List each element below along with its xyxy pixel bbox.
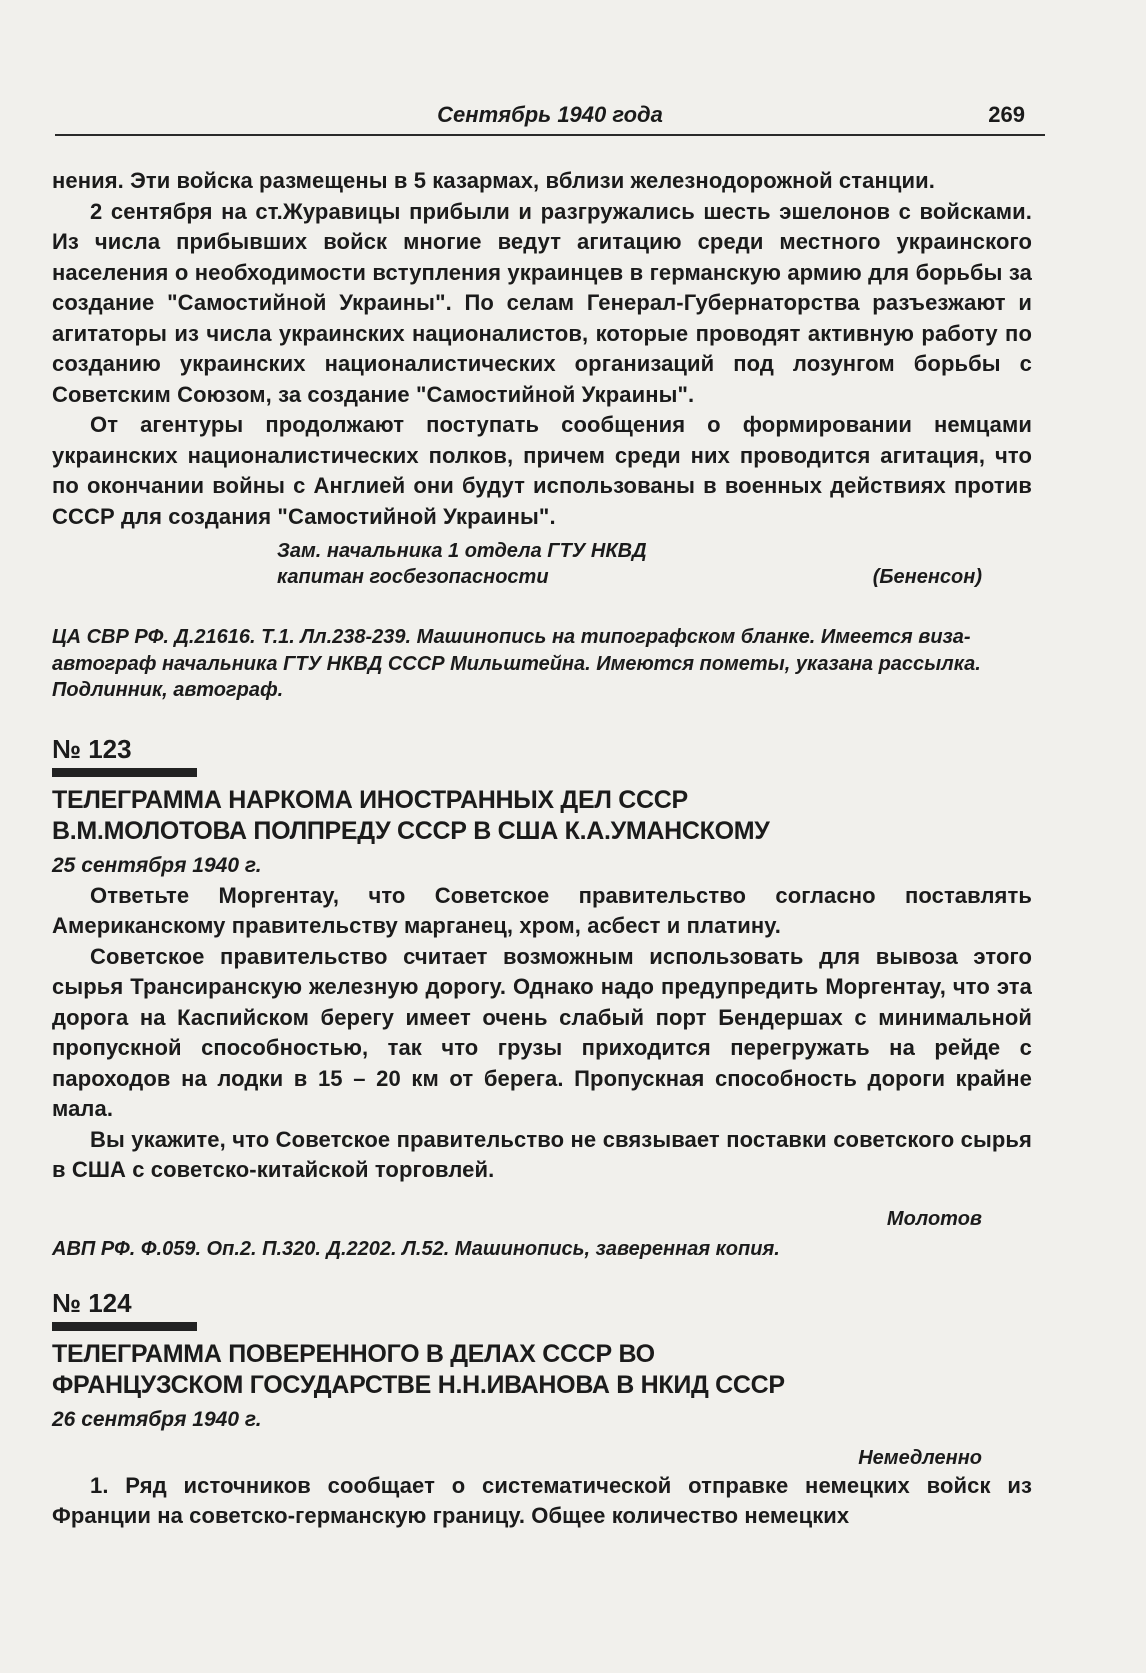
- page-header: [55, 98, 1045, 136]
- paragraph: Вы укажите, что Советское правительство не связывает поставки советского сырья в США с советско-китайской торговлей.: [52, 1126, 1032, 1182]
- paragraph: Советское правительство считает возможным использовать для вывоза этого сырья Трансиранскую железную дорогу. Однако надо предупредить Моргентау, что эта дорога на Каспийском берегу имеет очень слабый порт Бендершах с минимальной пропускной способностью, так что грузы приходится перегружать на рейде с пароходов на лодки в 15 – 20 км от берега. Пропускная способность дороги крайне мала.: [52, 943, 1032, 1121]
- document-number: № 124: [52, 1287, 132, 1318]
- document-title-line: В.М.МОЛОТОВА ПОЛПРЕДУ СССР В США К.А.УМАНСКОМУ: [52, 816, 770, 845]
- paragraph: нения. Эти войска размещены в 5 казармах, вблизи железнодорожной станции.: [52, 168, 935, 193]
- document-title: [52, 1339, 1032, 1401]
- signature-position: Зам. начальника 1 отдела ГТУ НКВД: [277, 540, 647, 562]
- document-number: № 123: [52, 733, 132, 764]
- urgency-mark: Немедленно: [858, 1446, 982, 1469]
- signature-rank: капитан госбезопасности: [277, 566, 549, 588]
- document-date: 26 сентября 1940 г.: [52, 1407, 262, 1431]
- document-title-line: ТЕЛЕГРАММА НАРКОМА ИНОСТРАННЫХ ДЕЛ СССР: [52, 785, 688, 814]
- paragraph: 1. Ряд источников сообщает о систематической отправке немецких войск из Франции на советско-германскую границу. Общее количество немецких: [52, 1472, 1032, 1528]
- paragraph: Ответьте Моргентау, что Советское правительство согласно поставлять Американскому правительству марганец, хром, асбест и платину.: [52, 882, 1032, 938]
- document-title-line: ТЕЛЕГРАММА ПОВЕРЕННОГО В ДЕЛАХ СССР ВО: [52, 1339, 655, 1368]
- signature-name: Молотов: [886, 1207, 982, 1230]
- number-underline-bar: [52, 768, 197, 777]
- paragraph: От агентуры продолжают поступать сообщения о формировании немцами украинских националистических полков, причем среди них проводится агитация, что по окончании войны с Англией они будут использованы в военных действиях против СССР для создания "Самостийной Украины".: [52, 412, 1032, 529]
- number-underline-bar: [52, 1322, 197, 1331]
- archive-source: ЦА СВР РФ. Д.21616. Т.1. Лл.238-239. Машинопись на типографском бланке. Имеется виза-автограф начальника ГТУ НКВД СССР Мильштейна. Имеются пометы, указана рассылка. Подлинник, автограф.: [52, 626, 981, 701]
- signature-rank-line: [52, 564, 1032, 590]
- page-number: 269: [988, 102, 1025, 127]
- page-content: [52, 166, 1032, 1532]
- document-date: 25 сентября 1940 г.: [52, 853, 262, 877]
- signature-name: (Бененсон): [872, 566, 982, 588]
- archive-source: АВП РФ. Ф.059. Оп.2. П.320. Д.2202. Л.52. Машинопись, заверенная копия.: [52, 1237, 780, 1260]
- document-title: [52, 785, 1032, 847]
- signature-block: [52, 538, 1032, 590]
- running-title: Сентябрь 1940 года: [437, 102, 663, 127]
- document-title-line: ФРАНЦУЗСКОМ ГОСУДАРСТВЕ Н.Н.ИВАНОВА В НКИД СССР: [52, 1370, 785, 1399]
- paragraph: 2 сентября на ст.Журавицы прибыли и разгружались шесть эшелонов с войсками. Из числа прибывших войск многие ведут агитацию среди местного украинского населения о необходимости вступления украинцев в германскую армию для борьбы за создание "Самостийной Украины". По селам Генерал-Губернаторства разъезжают и агитаторы из числа украинских националистов, которые проводят активную работу по созданию украинских националистических организаций под лозунгом борьбы с Советским Союзом, за создание "Самостийной Украины".: [52, 198, 1032, 407]
